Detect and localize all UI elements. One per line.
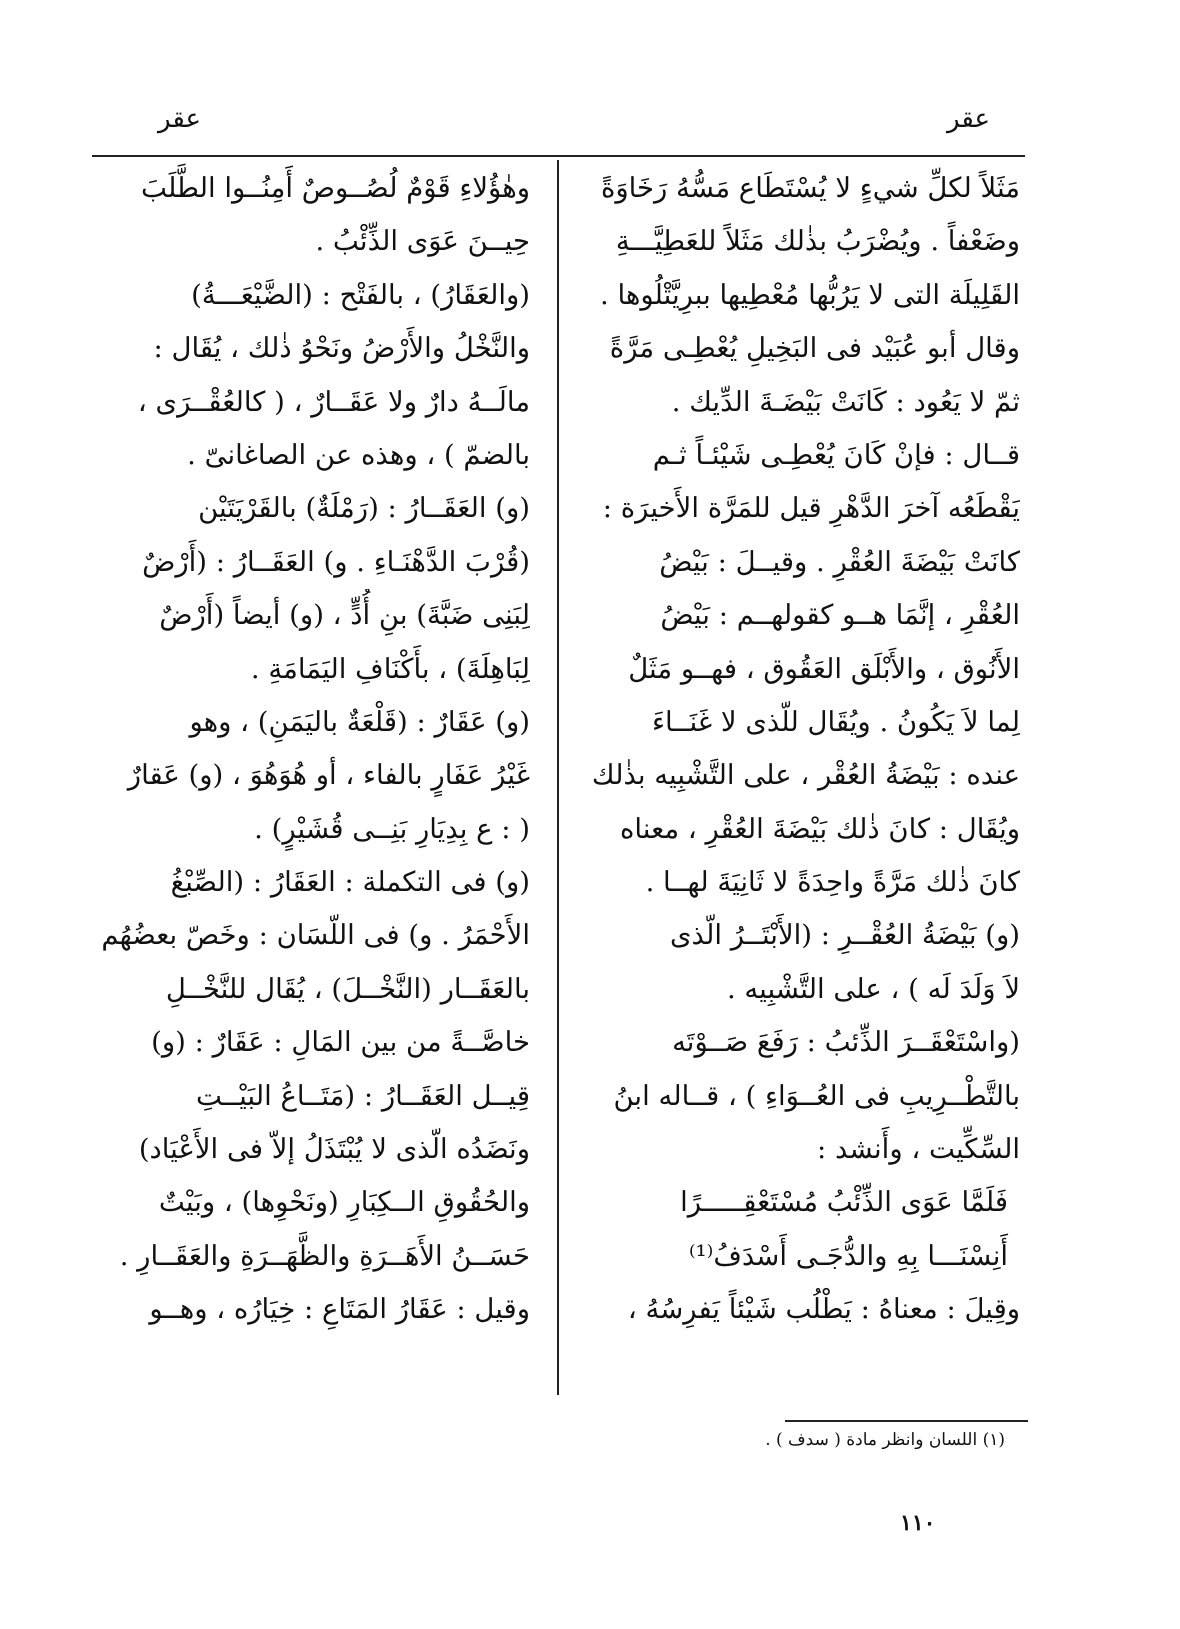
text-line: والنَّخْلُ والأَرْضُ ونَحْوُ ذٰلك ، يُقَال : <box>153 332 530 365</box>
text-line: عنده : بَيْضَةُ العُقْر ، على التَّشْبِيه بذٰلك <box>591 759 1020 792</box>
text-line: العُقْرِ ، إنَّمَا هــو كقولهــم : بَيْضُ <box>660 599 1020 632</box>
text-line: قــال : فإنْ كَانَ يُعْطِـى شَيْئـاً ثـم <box>652 438 1020 471</box>
verse-line: أَنِسْنَـــا بِهِ والدُّجَـى أَسْدَفُ⁽¹⁾ <box>688 1239 1008 1272</box>
text-line: (قُرْبَ الدَّهْنَـاءِ . و) العَقَــارُ : (أَرْضٌ <box>142 545 530 578</box>
text-line: بالضمّ ) ، وهذه عن الصاغانىّ . <box>187 438 530 471</box>
text-line: لِبَاهِلَةَ) ، بأَكْنَافِ اليَمَامَةِ . <box>250 652 530 685</box>
page-number: ١١٠ <box>900 1510 936 1536</box>
text-line: والحُقُوقِ الــكِبَارِ (ونَحْوِها) ، وبَيْتٌ <box>158 1186 530 1219</box>
text-line: وقيل : عَقَارُ المَتَاعِ : خِيَارُه ، وهــو <box>149 1293 530 1326</box>
text-line: خاصَّــةً من بين المَالِ : عَقَارٌ : (و) <box>151 1026 530 1059</box>
right-column <box>590 162 1020 1337</box>
text-line: (و) العَقَــارُ : (رَمْلَةٌ) بالقَرْيَتَيْن <box>198 492 530 525</box>
text-line: (والعَقَارُ) ، بالفَتْح : (الضَّيْعَـــةُ) <box>191 278 530 311</box>
text-line: ( : ع بِدِيَارِ بَنِــى قُشَيْرٍ) . <box>254 812 530 845</box>
text-line: وقِيلَ : معناهُ : يَطْلُب شَيْئاً يَفرِسُهُ ، <box>627 1293 1020 1326</box>
text-line: بالتَّطْــرِيبِ فى العُــوَاءِ ) ، قــاله ابنُ <box>613 1079 1020 1112</box>
text-line: يَقْطَعُه آخرَ الدَّهْرِ قيل للمَرَّة الأَخيرَة : <box>602 492 1020 525</box>
text-line: ويُقَال : كانَ ذٰلك بَيْضَةَ العُقْرِ ، معناه <box>620 812 1020 845</box>
running-head-left: عقر <box>158 104 202 134</box>
text-line: الأَحْمَرُ . و) فى اللّسَان : وخَصّ بعضُهُم <box>101 919 530 952</box>
text-line: (و) بَيْضَةُ العُقْــرِ : (الأَبْتَــرُ الّذى <box>669 919 1020 952</box>
header-rule <box>92 155 1025 157</box>
footnote: (١) اللسان وانظر مادة ( سدف ) . <box>765 1430 1005 1450</box>
text-line: لاَ وَلَدَ لَه ) ، على التَّشْبِيه . <box>726 972 1020 1005</box>
footnote-rule <box>785 1420 1028 1422</box>
text-line: (و) عَقَارٌ : (قَلْعَةٌ باليَمَنِ) ، وهو <box>189 705 530 738</box>
text-line: وقال أبو عُبَيْد فى البَخِيلِ يُعْطِـى مَرَّةً <box>609 332 1020 365</box>
text-line: وضَعْفاً . ويُضْرَبُ بذٰلك مَثَلاً للعَطِيَّـــةِ <box>615 225 1020 258</box>
text-line: السِّكِّيت ، وأَنشد : <box>817 1133 1020 1166</box>
column-divider <box>557 160 559 1395</box>
text-line: لِما لاَ يَكُونُ . ويُقَال للّذى لا غَنَــاءَ <box>652 705 1020 738</box>
text-line: مالَــهُ دارٌ ولا عَقَــارٌ ، ( كالعُقْــرَى ، <box>137 385 530 418</box>
text-line: كانَتْ بَيْضَةَ العُقْرِ . وقيــلَ : بَيْضُ <box>659 545 1020 578</box>
text-line: قِيــل العَقَــارُ : (مَتَــاعُ البَيْــتِ <box>196 1079 530 1112</box>
text-line: (واسْتَعْقَــرَ الذِّئبُ : رَفَعَ صَــوْتَه <box>672 1026 1020 1059</box>
text-line: كانَ ذٰلك مَرَّةً واحِدَةً لا ثَانِيَةَ لهــا . <box>645 866 1020 899</box>
text-line: بالعَقَــار (النَّخْــلَ) ، يُقَال للنَّخْــلِ <box>165 972 530 1005</box>
text-line: مَثَلاً لكلِّ شيءٍ لا يُسْتَطَاع مَسُّهُ رَخَاوَةً <box>600 172 1020 204</box>
text-line: غَيْرُ عَفَارٍ بالفاء ، أو هُوَهُوَ ، (و) عَقارٌ <box>127 759 530 792</box>
text-line: الأَنُوق ، والأَبْلَق العَقُوق ، فهــو مَثَلٌ <box>628 652 1020 685</box>
text-line: ثمّ لا يَعُود : كَانَتْ بَيْضَـةَ الدِّيك . <box>671 385 1020 418</box>
text-line: ونَضَدُه الّذى لا يُبْتَذَلُ إلاّ فى الأَعْيَاد) <box>138 1133 530 1166</box>
text-line: القَلِيلَة التى لا يَرُبُّها مُعْطِيها ببرِيَّتْلُوها . <box>599 278 1020 311</box>
text-line: حِيــنَ عَوَى الذِّئْبُ . <box>315 225 530 258</box>
text-line: لِبَنِى ضَبَّةَ) بنِ أُدٍّ ، (و) أيضاً (أَرْضٌ <box>159 599 530 632</box>
text-line: (و) فى التكملة : العَقَارُ : (الصِّبْغُ <box>170 866 530 899</box>
running-head-right: عقر <box>946 104 990 134</box>
text-line: وهٰؤُلاءِ قَوْمٌ لُصُــوصٌ أَمِنُــوا الطَّلَبَ <box>140 172 530 204</box>
verse-line: فَلَمَّا عَوَى الذِّئْبُ مُسْتَعْقِـــــرًا <box>680 1186 1008 1219</box>
text-line: حَسَــنُ الأَهَــرَةِ والظَّهَــرَةِ والعَقَــارِ . <box>119 1239 530 1272</box>
left-column <box>100 162 530 1337</box>
